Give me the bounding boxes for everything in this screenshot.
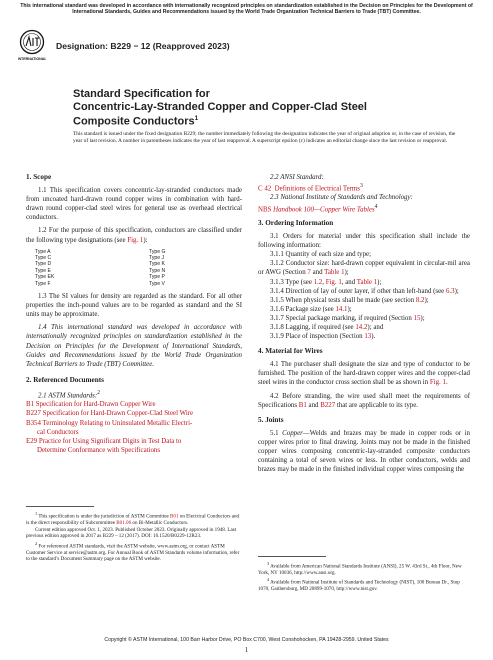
reference-code-link[interactable]: E29 bbox=[26, 437, 38, 445]
committee-b01-link[interactable]: B01 bbox=[170, 513, 179, 520]
reference-code-link[interactable]: B227 bbox=[26, 410, 41, 418]
type-designation: Type D bbox=[35, 261, 52, 268]
para-3-1-6: 3.1.6 Package size (see 14.1); bbox=[270, 305, 352, 313]
title-line-2: Concentric-Lay-Stranded Copper and Copper-Clad Steel bbox=[73, 100, 367, 113]
type-designation: Type N bbox=[149, 267, 166, 274]
left-column bbox=[26, 173, 242, 455]
issued-note: This standard is issued under the fixed designation B229; the number immediately following the designation indicates the year of original adoption or, in the case of revision, the year of last revision. A number in parentheses indicates the year of last reapproval. A superscript epsilon (ε) indicates an editorial change since the last revision or reapproval. bbox=[73, 131, 456, 144]
para-2-2: 2.2 ANSI Standard: bbox=[270, 174, 324, 181]
fig-1-link[interactable]: Fig. 1 bbox=[429, 379, 446, 387]
reference-item bbox=[26, 409, 242, 418]
para-1-3: 1.3 The SI values for density are regarded as the standard. For all other properties the inch-pound values are to be regarded as standard and the SI units may be approximate. bbox=[26, 293, 242, 319]
para-3-1-3: 3.1.3 Type (see 1.2, Fig. 1, and Table 1); bbox=[270, 278, 382, 286]
type-designation: Type K bbox=[149, 261, 165, 268]
para-5-1: 5.1 Copper—Welds and brazes may be made in copper rods or in copper wires prior to final drawing. Joints may not be made in the finished copper wires composing concentric-lay-stranded composite conductors containing a total of seven wires or less. In other conductors, welds and brazes may be made in the finished individual copper wires composing the bbox=[258, 429, 471, 474]
para-1-2: 1.2 For the purpose of this specification, conductors are classified under the following type designations (see Fig. 1): bbox=[26, 227, 242, 244]
page-number: 1 bbox=[244, 647, 249, 654]
type-designation: Type V bbox=[149, 280, 165, 287]
section-14-1-link[interactable]: 14.1 bbox=[335, 305, 348, 313]
astm-logo bbox=[18, 29, 46, 63]
fig-1-link[interactable]: Fig. 1 bbox=[325, 278, 342, 286]
section-8-2-link[interactable]: 8.2 bbox=[415, 296, 425, 304]
type-designation: Type A bbox=[35, 248, 51, 255]
para-4-2: 4.2 Before stranding, the wire used shall meet the requirements of Specifications B1 and B227 that are applicable to its type. bbox=[258, 392, 470, 409]
reference-title-continued[interactable]: cal Conductors bbox=[37, 428, 79, 436]
section-1-2-link[interactable]: 1.2 bbox=[313, 278, 323, 286]
table-1-link[interactable]: Table 1 bbox=[356, 278, 378, 286]
para-3-1-9: 3.1.9 Place of inspection (Section 13). bbox=[270, 333, 376, 341]
svg-text:INTERNATIONAL: INTERNATIONAL bbox=[18, 57, 46, 61]
designation: Designation: B229 − 12 (Reapproved 2023) bbox=[56, 41, 230, 51]
para-3-1-7: 3.1.7 Special package marking, if required (Section 15); bbox=[270, 314, 425, 322]
joints-heading: 5. Joints bbox=[258, 415, 284, 424]
section-15-link[interactable]: 15 bbox=[413, 314, 421, 322]
spec-b227-link[interactable]: B227 bbox=[320, 401, 336, 409]
ansi-c42-link[interactable]: C 42 bbox=[258, 185, 272, 193]
ordering-information-heading: 3. Ordering Information bbox=[258, 218, 334, 227]
nbs-title-link[interactable]: Handbook 100—Copper Wire Tables bbox=[273, 205, 375, 213]
left-footnotes bbox=[26, 511, 242, 562]
para-1-4: 1.4 This international standard was developed in accordance with internationally recognized principles on standardization established in the Decision on Principles for the Development of International Standards, Guides and Recommendations issued by the World Trade Organization Technical Barriers to Trade (TBT) Committee. bbox=[26, 324, 242, 368]
section-13-link[interactable]: 13 bbox=[364, 333, 372, 341]
type-designation: Type J bbox=[149, 255, 165, 262]
type-designation: Type E bbox=[35, 267, 51, 274]
reference-title-link[interactable]: Terminology Relating to Uninsulated Metallic Electri- bbox=[42, 419, 193, 427]
nbs-link[interactable]: NBS bbox=[258, 205, 272, 213]
footnote-divider bbox=[26, 506, 94, 507]
para-4-1: 4.1 The purchaser shall designate the size and type of conductor to be furnished. The position of the hard-drawn copper wires and the copper-clad steel wires in the conductor cross section shall be as shown in Fig. 1. bbox=[258, 361, 470, 387]
types-column-2 bbox=[149, 249, 165, 287]
para-3-1-4: 3.1.4 Direction of lay of outer layer, if other than left-hand (see 6.3); bbox=[270, 287, 459, 295]
standard-title bbox=[73, 88, 443, 128]
section-14-2-link[interactable]: 14.2 bbox=[355, 324, 368, 331]
type-designation: Type P bbox=[149, 274, 165, 281]
para-2-1: 2.1 ASTM Standards:$^2$ bbox=[38, 389, 101, 400]
footnote-1-edition: Current edition approved Oct. 1, 2023. Published October 2023. Originally approved in 1948. Last previous edition approved in 2017 as B229 – 12 (2017). DOI: 10.1520/B0229-12R23. bbox=[26, 526, 237, 539]
referenced-documents-heading: 2. Referenced Documents bbox=[26, 375, 104, 384]
ansi-reference: C 42 Definitions of Electrical Terms$^3$ bbox=[258, 183, 363, 193]
section-7-link[interactable]: 7 bbox=[307, 269, 311, 277]
reference-item bbox=[26, 437, 242, 446]
para-3-1-8: 3.1.8 Lagging, if required (see 14.2); and bbox=[270, 324, 384, 331]
type-designation: Type F bbox=[35, 280, 51, 287]
title-line-3: Composite Conductors$^1$ bbox=[73, 115, 199, 128]
type-designation: Type C bbox=[35, 255, 52, 262]
type-designations bbox=[35, 249, 242, 287]
footnote-2: $^2$ For referenced ASTM standards, visit the ASTM website, www.astm.org, or contact ASTM Customer Service at service@astm.org. For Annual Book of ASTM Standards volume information, refer to the standard’s Document Summary page on the ASTM website. bbox=[26, 541, 240, 562]
title-footnote-ref[interactable]: 1 bbox=[194, 115, 199, 123]
spec-b1-link[interactable]: B1 bbox=[298, 401, 307, 409]
reference-code-link[interactable]: B354 bbox=[26, 419, 41, 427]
section-6-3-link[interactable]: 6.3 bbox=[445, 287, 455, 295]
para-2-3: 2.3 National Institute of Standards and Technology: bbox=[270, 194, 413, 202]
reference-item bbox=[26, 419, 242, 428]
material-for-wires-heading: 4. Material for Wires bbox=[258, 347, 323, 356]
para-1-1: 1.1 This specification covers concentric-lay-stranded conductors made from uncoated hard-drawn round copper wires in combination with hard-drawn round copper-clad steel wires for general use as overhead electrical conductors. bbox=[26, 187, 242, 222]
reference-item bbox=[26, 400, 242, 409]
footnote-4: $^4$ Available from National Institute of Standards and Technology (NIST), 100 Bureau Dr., Stop 1070, Gaithersburg, MD 20899-1070, http://www.nist.gov. bbox=[258, 576, 460, 592]
ansi-title-link[interactable]: Definitions of Electrical Terms bbox=[274, 185, 360, 193]
reference-code-link[interactable]: B1 bbox=[26, 401, 35, 409]
type-designation: Type G bbox=[149, 248, 166, 255]
fig-1-link[interactable]: Fig. 1 bbox=[127, 236, 144, 244]
tbt-notice: This international standard was developed in accordance with internationally recognized principles on standardization established in the Decision on Principles for the Development of International Standards, Guides and Recommendations issued by the World Trade Organization Technical Barriers to Trade (TBT) Committee. bbox=[20, 3, 473, 16]
para-3-1-2: 3.1.2 Conductor size: hard-drawn copper equivalent in circular-mil area or AWG (Section 7 and Table 1); bbox=[258, 260, 470, 277]
copyright-line: Copyright © ASTM International, 100 Barr Harbor Drive, PO Box C700, West Conshohocken, PA 19428-2959. United States bbox=[104, 637, 389, 643]
reference-title-link[interactable]: Specification for Hard-Drawn Copper-Clad Steel Wire bbox=[42, 410, 194, 418]
reference-title-link[interactable]: Specification for Hard-Drawn Copper Wire bbox=[35, 401, 156, 409]
types-column-1 bbox=[35, 249, 149, 287]
scope-heading: 1. Scope bbox=[26, 173, 52, 181]
subcommittee-b0106-link[interactable]: B01.06 bbox=[116, 519, 132, 526]
para-3-1-1: 3.1.1 Quantity of each size and type; bbox=[270, 251, 372, 259]
title-line-1: Standard Specification for bbox=[73, 88, 210, 100]
footnote-1: $^1$ This specification is under the jurisdiction of ASTM Committee B01 on Electrical Conductors and is the direct responsibility of Subcommittee B01.06 on Bi-Metallic Conductors. bbox=[26, 511, 240, 526]
footnote-divider-right bbox=[258, 556, 326, 557]
para-3-1-5: 3.1.5 When physical tests shall be made (see section 8.2); bbox=[270, 296, 429, 304]
reference-title-continued[interactable]: Determine Conformance with Specifications bbox=[37, 446, 161, 454]
right-footnotes bbox=[258, 561, 470, 592]
table-1-link[interactable]: Table 1 bbox=[324, 269, 345, 277]
right-column bbox=[258, 173, 470, 474]
reference-title-link[interactable]: Practice for Using Significant Digits in Test Data to bbox=[38, 437, 182, 445]
footnote-3: $^3$ Available from American National Standards Institute (ANSI), 25 W. 43rd St., 4th Floor, New York, NY 10036, http://www.ansi.org. bbox=[258, 561, 462, 576]
astm-reference-list bbox=[26, 400, 242, 455]
para-3-1: 3.1 Orders for material under this specification shall include the following information: bbox=[258, 233, 470, 250]
type-designation: Type EK bbox=[35, 274, 55, 281]
nbs-reference: NBS Handbook 100—Copper Wire Tables$^4$ bbox=[258, 203, 378, 213]
